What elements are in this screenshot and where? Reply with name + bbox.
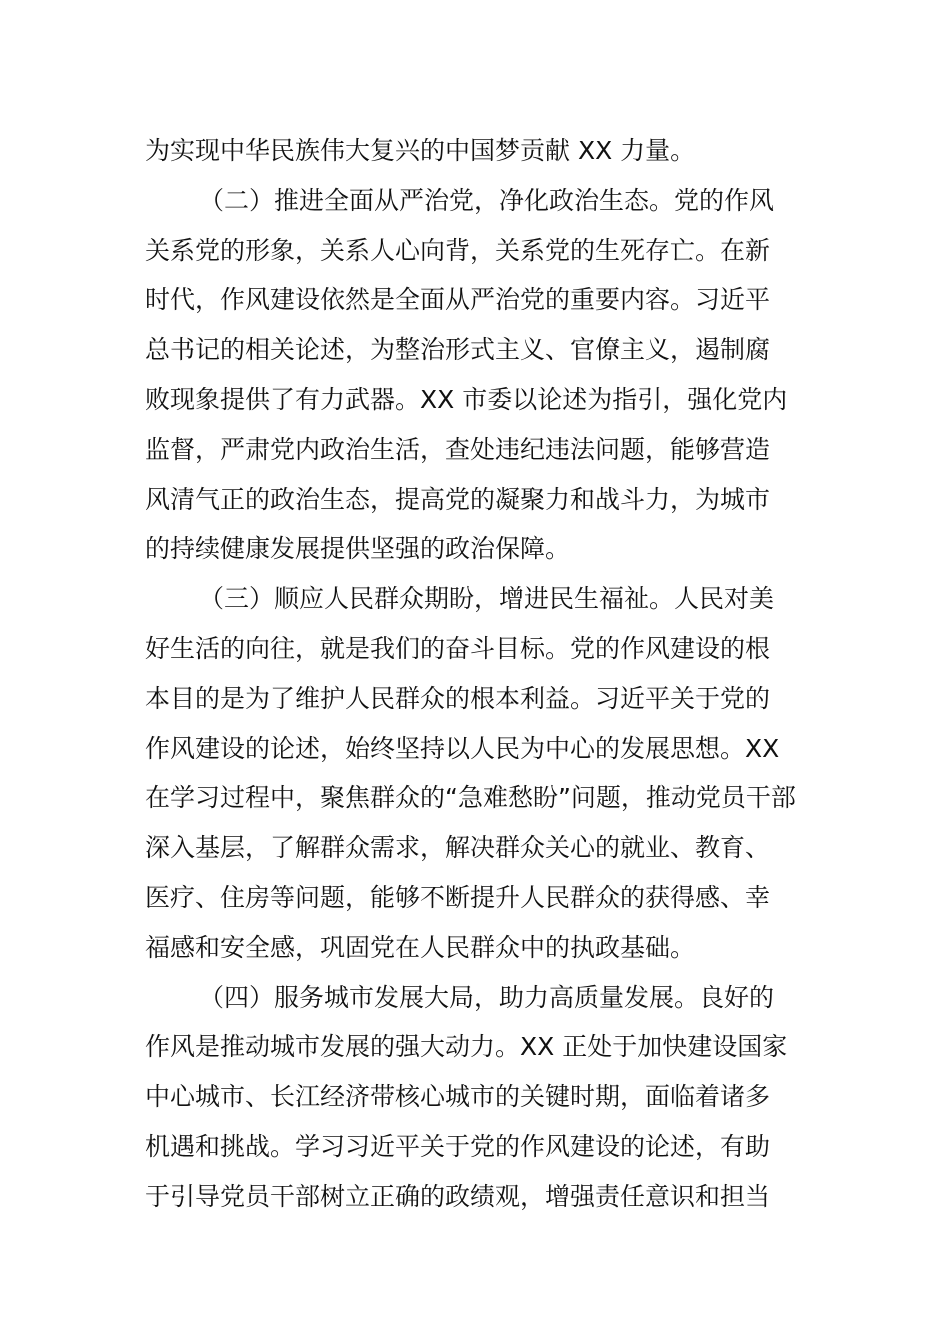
text-line: 医疗、住房等问题，能够不断提升人民群众的获得感、幸 — [145, 882, 771, 912]
text-line: 机遇和挑战。学习习近平关于党的作风建设的论述，有助 — [145, 1131, 771, 1161]
text-line: 深入基层，了解群众需求，解决群众关心的就业、教育、 — [145, 833, 771, 863]
section-heading-line: （四）服务城市发展大局，助力高质量发展。良好的 — [199, 982, 775, 1012]
text-line: 于引导党员干部树立正确的政绩观，增强责任意识和担当 — [145, 1181, 771, 1211]
text-line: 好生活的向往，就是我们的奋斗目标。党的作风建设的根 — [145, 633, 771, 663]
section-heading-line: （二）推进全面从严治党，净化政治生态。党的作风 — [199, 185, 775, 215]
text-line: 为实现中华民族伟大复兴的中国梦贡献 XX 力量。 — [145, 136, 696, 165]
text-line: 的持续健康发展提供坚强的政治保障。 — [145, 534, 571, 564]
text-line: 本目的是为了维护人民群众的根本利益。习近平关于党的 — [145, 683, 771, 713]
text-line: 总书记的相关论述，为整治形式主义、官僚主义，遏制腐 — [145, 335, 771, 365]
body-text — [145, 126, 807, 1222]
text-line: 在学习过程中，聚焦群众的“急难愁盼”问题，推动党员干部 — [145, 783, 796, 813]
text-line: 败现象提供了有力武器。XX 市委以论述为指引，强化党内 — [145, 384, 788, 414]
text-line: 中心城市、长江经济带核心城市的关键时期，面临着诸多 — [145, 1082, 771, 1112]
text-line: 监督，严肃党内政治生活，查处违纪违法问题，能够营造 — [145, 434, 771, 464]
section-heading-line: （三）顺应人民群众期盼，增进民生福祉。人民对美 — [199, 584, 775, 614]
text-line: 风清气正的政治生态，提高党的凝聚力和战斗力，为城市 — [145, 484, 771, 514]
text-line: 福感和安全感，巩固党在人民群众中的执政基础。 — [145, 932, 696, 962]
text-line: 作风建设的论述，始终坚持以人民为中心的发展思想。XX — [145, 733, 780, 763]
text-line: 作风是推动城市发展的强大动力。XX 正处于加快建设国家 — [145, 1032, 788, 1062]
text-line: 关系党的形象，关系人心向背，关系党的生死存亡。在新 — [145, 235, 771, 265]
text-line: 时代，作风建设依然是全面从严治党的重要内容。习近平 — [145, 285, 771, 315]
